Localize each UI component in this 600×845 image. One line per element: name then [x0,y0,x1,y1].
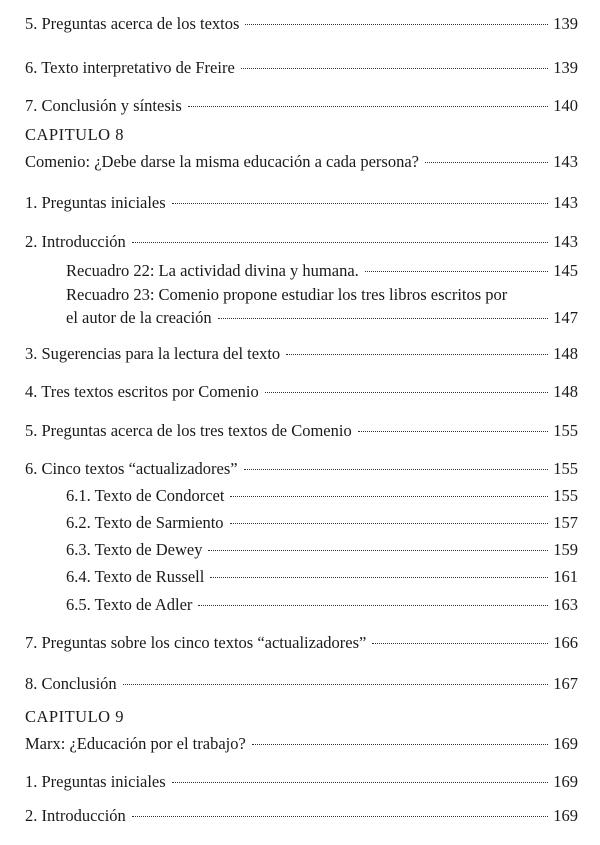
toc-entry-page: 143 [553,193,578,212]
toc-entry [25,193,578,213]
toc-entry-title: 7. Preguntas sobre los cinco textos “actualizadores” [25,633,367,652]
dot-leader [245,24,548,25]
toc-entry-title: 6.4. Texto de Russell [66,567,205,586]
toc-entry-title: 6.2. Texto de Sarmiento [66,513,224,532]
dot-leader [230,523,549,524]
toc-entry-page: 166 [553,633,578,652]
toc-entry-title: 5. Preguntas acerca de los textos [25,14,240,33]
toc-entry-page: 155 [553,421,578,440]
toc-entry-page: 159 [553,540,578,559]
toc-entry [25,772,578,792]
toc-subentry [66,486,578,506]
toc-entry-title: 6. Texto interpretativo de Freire [25,58,235,77]
dot-leader [372,643,548,644]
toc-entry [25,58,578,78]
toc-entry-title: 2. Introducción [25,232,126,251]
toc-entry-title: 2. Introducción [25,806,126,825]
toc-entry [25,344,578,364]
dot-leader [230,496,548,497]
toc-entry-title: Marx: ¿Educación por el trabajo? [25,734,246,753]
dot-leader [208,550,548,551]
toc-entry-page: 157 [553,513,578,532]
toc-subentry [66,567,578,587]
dot-leader [172,203,549,204]
toc-entry [25,806,578,826]
toc-entry-page: 139 [553,14,578,33]
toc-entry-title: 6.3. Texto de Dewey [66,540,203,559]
dot-leader [123,684,549,685]
dot-leader [425,162,548,163]
toc-entry-page: 143 [553,152,578,171]
toc-entry [25,382,578,402]
toc-entry [25,96,578,116]
toc-entry-page: 139 [553,58,578,77]
dot-leader [172,782,549,783]
toc-subentry [66,595,578,615]
toc-subentry [66,261,578,281]
toc-entry [25,232,578,252]
toc-entry-title: 6.1. Texto de Condorcet [66,486,225,505]
toc-entry-page: 169 [553,806,578,825]
toc-entry-page: 161 [553,567,578,586]
toc-entry-title: 1. Preguntas iniciales [25,193,166,212]
dot-leader [265,392,549,393]
toc-subentry [66,540,578,560]
dot-leader [132,816,548,817]
toc-entry-title: 5. Preguntas acerca de los tres textos de Comenio [25,421,352,440]
toc-entry-page: 148 [553,344,578,363]
dot-leader [365,271,548,272]
dot-leader [218,318,549,319]
toc-entry-page: 145 [553,261,578,280]
dot-leader [252,744,548,745]
toc-entry-page: 163 [553,595,578,614]
toc-entry-title: Recuadro 22: La actividad divina y humana. [66,261,359,280]
toc-entry [25,152,578,172]
toc-entry [25,14,578,34]
toc-entry-page: 147 [553,308,578,327]
dot-leader [132,242,548,243]
toc-entry [25,734,578,754]
chapter-heading: CAPITULO 9 [25,707,124,726]
chapter-heading: CAPITULO 8 [25,125,124,144]
toc-entry-title: 6. Cinco textos “actualizadores” [25,459,238,478]
toc-entry-page: 143 [553,232,578,251]
toc-entry-page: 148 [553,382,578,401]
toc-entry-page: 169 [553,772,578,791]
toc-entry-title: Comenio: ¿Debe darse la misma educación a cada persona? [25,152,419,171]
toc-entry-page: 155 [553,486,578,505]
toc-subentry [66,308,578,328]
dot-leader [198,605,548,606]
toc-entry-title-line1: Recuadro 23: Comenio propone estudiar los tres libros escritos por [66,285,508,304]
toc-entry-page: 155 [553,459,578,478]
toc-entry [25,633,578,653]
dot-leader [286,354,548,355]
dot-leader [358,431,549,432]
toc-entry-title: 1. Preguntas iniciales [25,772,166,791]
toc-entry-title: 7. Conclusión y síntesis [25,96,182,115]
dot-leader [188,106,548,107]
toc-entry [25,421,578,441]
toc-entry [25,459,578,479]
toc-entry-page: 140 [553,96,578,115]
toc-entry-title: 6.5. Texto de Adler [66,595,193,614]
dot-leader [241,68,548,69]
toc-entry-title: 4. Tres textos escritos por Comenio [25,382,259,401]
toc-entry-title: 8. Conclusión [25,674,117,693]
dot-leader [210,577,548,578]
toc-entry-title: 3. Sugerencias para la lectura del texto [25,344,281,363]
toc-entry-title: el autor de la creación [66,308,212,327]
toc-entry [25,674,578,694]
toc-subentry [66,513,578,533]
dot-leader [244,469,549,470]
toc-entry-page: 167 [553,674,578,693]
toc-entry-page: 169 [553,734,578,753]
